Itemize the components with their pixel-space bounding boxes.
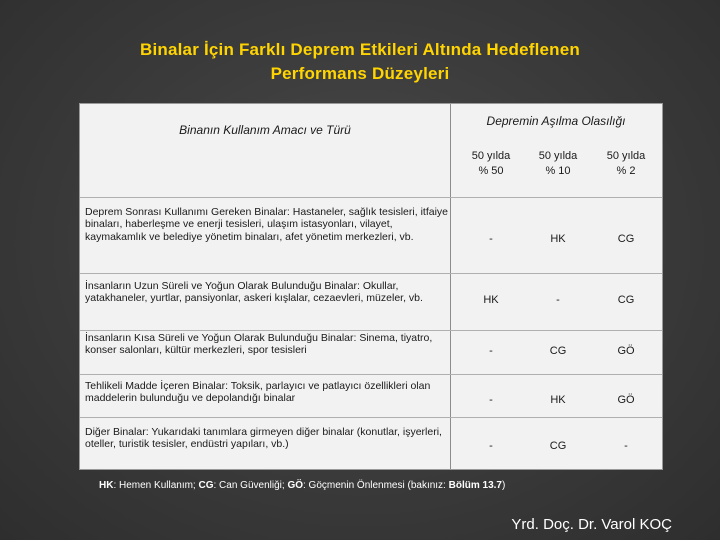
row-label-other: Diğer Binalar: Yukarıdaki tanımlara girmeyen diğer binalar (konutlar, işyerleri, oteller, turistik tesisler, endüstri yapıları, vb.) <box>85 426 442 451</box>
table-cell: GÖ <box>617 394 635 406</box>
table-cell: GÖ <box>617 345 635 357</box>
author-name: Yrd. Doç. Dr. Varol KOÇ <box>511 516 672 533</box>
table-cell: HK <box>550 233 566 245</box>
row-label-long-term-occupancy: İnsanların Uzun Süreli ve Yoğun Olarak Bulunduğu Binalar: Okullar, yatakhaneler, yurtlar, pansiyonlar, askeri kışlalar, cezaevleri, müzeler, vb. <box>85 280 423 305</box>
table-cell: - <box>556 294 560 306</box>
title-line-2: Performans Düzeyleri <box>270 64 450 83</box>
row-label-post-earthquake: Deprem Sonrası Kullanımı Gereken Binalar: Hastaneler, sağlık tesisleri, itfaiye binaları, haberleşme ve enerji tesisleri, ulaşım istasyonları, vilayet, kaymakamlık ve belediye yönetim binaları, afet yönetim merkezleri, vb. <box>85 206 448 243</box>
row-divider <box>80 273 662 274</box>
column-header-10: 50 yılda % 10 <box>538 150 578 177</box>
table-cell: HK <box>550 394 566 406</box>
table-cell: CG <box>617 233 635 245</box>
row-divider <box>80 330 662 331</box>
table-cell: - <box>489 394 493 406</box>
row-divider <box>80 197 662 198</box>
column-header-2: 50 yılda % 2 <box>606 150 646 177</box>
legend-go-text: : Göçmenin Önlenmesi (bakınız: <box>303 480 449 491</box>
legend <box>99 480 699 491</box>
table-cell: - <box>489 233 493 245</box>
table-cell: - <box>489 345 493 357</box>
legend-hk-abbr: HK <box>99 480 114 491</box>
slide-title <box>60 38 660 86</box>
table-cell: HK <box>483 294 499 306</box>
legend-cg-text: : Can Güvenliği; <box>213 480 288 491</box>
table-divider-main <box>450 104 451 469</box>
probability-header: Depremin Aşılma Olasılığı <box>486 114 626 128</box>
table-cell: CG <box>549 345 567 357</box>
legend-cg-abbr: CG <box>198 480 214 491</box>
legend-go-abbr: GÖ <box>287 480 303 491</box>
table-cell: CG <box>617 294 635 306</box>
row-label-short-term-occupancy: İnsanların Kısa Süreli ve Yoğun Olarak Bulunduğu Binalar: Sinema, tiyatro, konser salonları, kültür merkezleri, spor tesisleri <box>85 332 433 357</box>
table-cell: CG <box>549 440 567 452</box>
legend-hk-text: : Hemen Kullanım; <box>113 480 199 491</box>
performance-table <box>79 103 663 470</box>
column-header-50: 50 yılda % 50 <box>471 150 511 177</box>
row-divider <box>80 374 662 375</box>
row-divider <box>80 417 662 418</box>
legend-close: ) <box>501 480 506 491</box>
table-cell: - <box>489 440 493 452</box>
row-label-hazardous: Tehlikeli Madde İçeren Binalar: Toksik, parlayıcı ve patlayıcı özellikleri olan maddelerin bulunduğu ve depolandığı binalar <box>85 380 431 405</box>
title-line-1: Binalar İçin Farklı Deprem Etkileri Altında Hedeflenen <box>139 40 581 59</box>
legend-reference: Bölüm 13.7 <box>448 480 502 491</box>
table-cell: - <box>624 440 628 452</box>
usage-header: Binanın Kullanım Amacı ve Türü <box>179 123 351 137</box>
